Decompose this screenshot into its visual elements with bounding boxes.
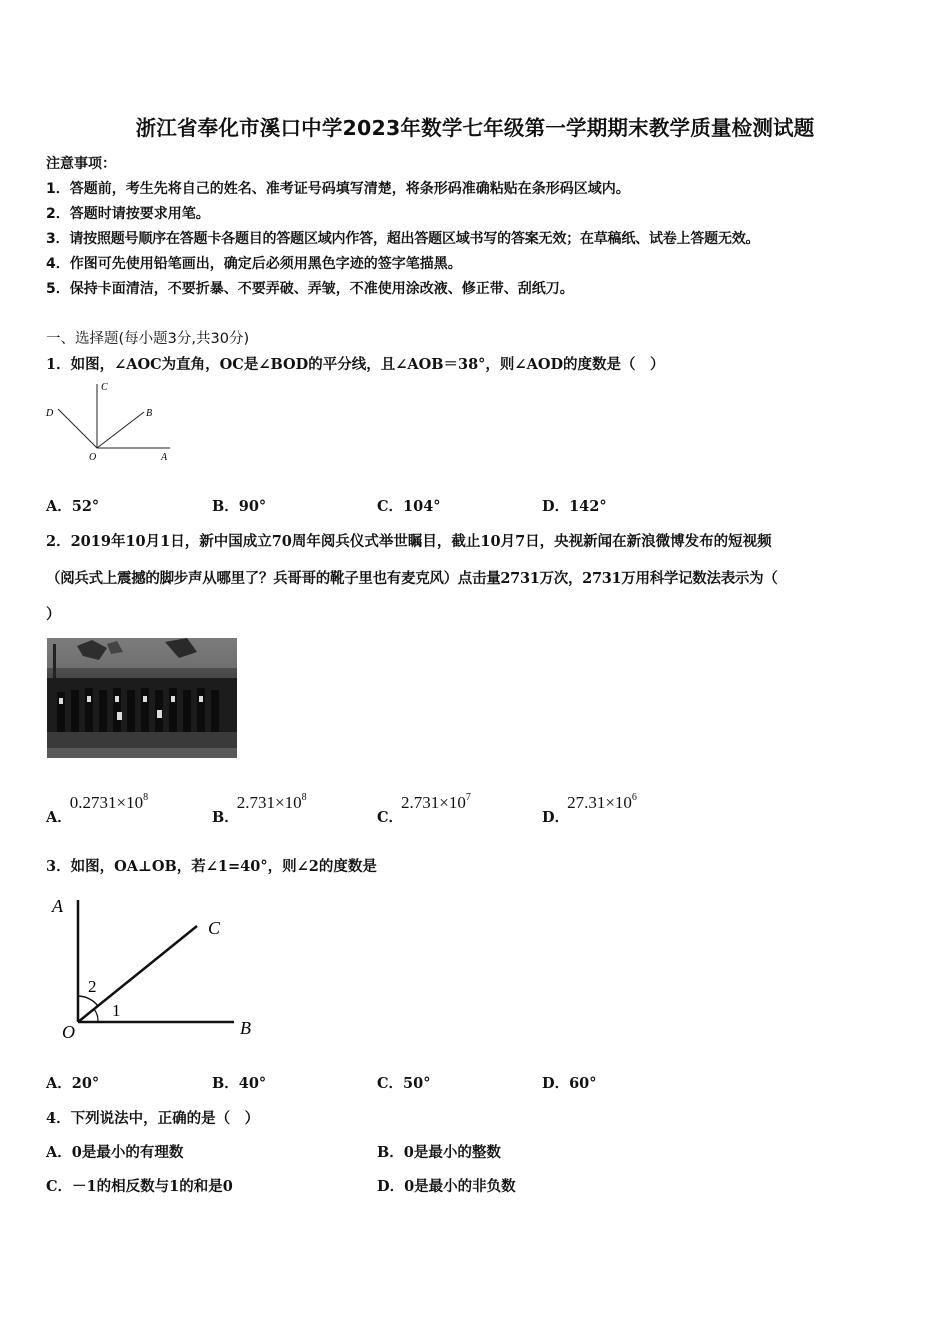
label-O: O — [62, 1022, 75, 1042]
notice-item-2: 2．答题时请按要求用笔。 — [46, 206, 210, 222]
angle-1-label: 1 — [112, 1001, 121, 1020]
label-C: C — [208, 918, 221, 938]
q1-option-b: B．90° — [212, 498, 267, 515]
label-B: B — [146, 408, 153, 419]
question-3-text: 3．如图，OA⊥OB，若∠1=40°，则∠2的度数是 — [46, 858, 377, 875]
q2-option-a: A．$0.2731\times 10^8$ — [46, 792, 149, 826]
notice-item-3: 3．请按照题号顺序在答题卡各题目的答题区域内作答，超出答题区域书写的答案无效；在草稿纸、试卷上答题无效。 — [46, 231, 760, 247]
page-title: 浙江省奉化市溪口中学2023年数学七年级第一学期期末教学质量检测试题 — [135, 116, 815, 140]
question-1-figure — [40, 376, 180, 466]
label-D: D — [46, 408, 54, 419]
question-1-text: 1．如图，∠AOC为直角，OC是∠BOD的平分线，且∠AOB＝38°，则∠AOD的度数是（ ） — [46, 356, 665, 373]
q1-option-a: A．52° — [46, 498, 100, 515]
q3-option-b: B．40° — [212, 1075, 267, 1092]
label-C: C — [101, 382, 108, 393]
parade-photo — [47, 638, 237, 758]
question-2-line-1: 2．2019年10月1日，新中国成立70周年阅兵仪式举世瞩目，截止10月7日，央视新闻在新浪微博发布的短视频 — [46, 533, 772, 550]
notice-heading: 注意事项： — [46, 156, 116, 172]
question-3-figure — [50, 890, 270, 1050]
notice-item-4: 4．作图可先使用铅笔画出，确定后必须用黑色字迹的签字笔描黑。 — [46, 256, 462, 272]
label-O: O — [89, 452, 97, 463]
q3-option-d: D．60° — [542, 1075, 597, 1092]
angle-2-label: 2 — [88, 977, 97, 996]
question-2-line-2: （阅兵式上震撼的脚步声从哪里了？兵哥哥的靴子里也有麦克风）点击量2731万次，2731万用科学记数法表示为（ — [46, 570, 778, 587]
label-A: A — [161, 452, 168, 463]
q4-option-a: A．0是最小的有理数 — [46, 1144, 184, 1161]
question-2-line-3: ） — [46, 606, 61, 623]
q4-option-d: D．0是最小的非负数 — [377, 1178, 516, 1195]
q2-option-d: D．$27.31\times 10^6$ — [542, 792, 637, 826]
q2-option-b: B．$2.731\times 10^8$ — [212, 792, 307, 826]
label-B: B — [240, 1018, 251, 1038]
question-4-text: 4．下列说法中，正确的是（ ） — [46, 1110, 260, 1127]
q3-option-a: A．20° — [46, 1075, 100, 1092]
q4-option-c: C．－1的相反数与1的和是0 — [46, 1178, 233, 1195]
section-heading: 一、选择题(每小题3分,共30分) — [46, 331, 250, 347]
q1-option-d: D．142° — [542, 498, 607, 515]
q3-option-c: C．50° — [377, 1075, 431, 1092]
label-A: A — [52, 896, 63, 916]
q2-option-c: C．$2.731\times 10^7$ — [377, 792, 471, 826]
q4-option-b: B．0是最小的整数 — [377, 1144, 501, 1161]
notice-item-5: 5．保持卡面清洁，不要折暴、不要弄破、弄皱，不准使用涂改液、修正带、刮纸刀。 — [46, 281, 574, 297]
q1-option-c: C．104° — [377, 498, 441, 515]
notice-item-1: 1．答题前，考生先将自己的姓名、准考证号码填写清楚，将条形码准确粘贴在条形码区域内。 — [46, 181, 630, 197]
